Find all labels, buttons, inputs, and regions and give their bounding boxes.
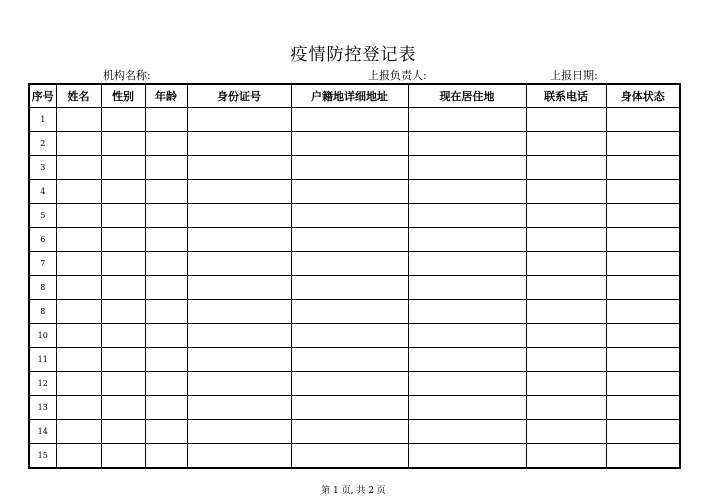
name-cell[interactable] (56, 300, 101, 324)
household-address-cell[interactable] (291, 324, 408, 348)
age-cell[interactable] (145, 252, 187, 276)
current-residence-cell[interactable] (408, 228, 526, 252)
age-cell[interactable] (145, 348, 187, 372)
household-address-cell[interactable] (291, 300, 408, 324)
table-row (29, 132, 680, 156)
phone-cell[interactable] (526, 204, 606, 228)
phone-cell[interactable] (526, 444, 606, 469)
document-title: 疫情防控登记表 (290, 45, 417, 65)
name-cell[interactable] (56, 276, 101, 300)
row-number: 6 (29, 228, 56, 252)
org-name-label: 机构名称: (103, 69, 151, 82)
age-cell[interactable] (145, 276, 187, 300)
current-residence-cell[interactable] (408, 348, 526, 372)
current-residence-cell[interactable] (408, 156, 526, 180)
age-cell[interactable] (145, 444, 187, 469)
gender-cell[interactable] (101, 156, 145, 180)
row-number: 2 (29, 132, 56, 156)
table-row (29, 420, 680, 444)
age-cell[interactable] (145, 204, 187, 228)
gender-cell[interactable] (101, 276, 145, 300)
table-row (29, 228, 680, 252)
col-header-index: 序号 (29, 84, 56, 108)
gender-cell[interactable] (101, 396, 145, 420)
name-cell[interactable] (56, 396, 101, 420)
col-header-id-number: 身份证号 (187, 84, 291, 108)
row-number: 13 (29, 396, 56, 420)
id-number-cell[interactable] (187, 300, 291, 324)
id-number-cell[interactable] (187, 252, 291, 276)
row-number: 14 (29, 420, 56, 444)
phone-cell[interactable] (526, 180, 606, 204)
gender-cell[interactable] (101, 420, 145, 444)
age-cell[interactable] (145, 156, 187, 180)
household-address-cell[interactable] (291, 252, 408, 276)
id-number-cell[interactable] (187, 132, 291, 156)
name-cell[interactable] (56, 420, 101, 444)
household-address-cell[interactable] (291, 396, 408, 420)
id-number-cell[interactable] (187, 276, 291, 300)
phone-cell[interactable] (526, 396, 606, 420)
col-header-phone: 联系电话 (526, 84, 606, 108)
header-row (29, 84, 680, 108)
household-address-cell[interactable] (291, 156, 408, 180)
row-number: 3 (29, 156, 56, 180)
current-residence-cell[interactable] (408, 132, 526, 156)
health-status-cell[interactable] (606, 396, 680, 420)
age-cell[interactable] (145, 420, 187, 444)
report-date-label: 上报日期: (550, 69, 598, 82)
health-status-cell[interactable] (606, 132, 680, 156)
current-residence-cell[interactable] (408, 276, 526, 300)
name-cell[interactable] (56, 348, 101, 372)
table-body (29, 108, 680, 469)
gender-cell[interactable] (101, 108, 145, 132)
gender-cell[interactable] (101, 444, 145, 469)
health-status-cell[interactable] (606, 204, 680, 228)
gender-cell[interactable] (101, 300, 145, 324)
table-row (29, 444, 680, 469)
health-status-cell[interactable] (606, 276, 680, 300)
gender-cell[interactable] (101, 132, 145, 156)
current-residence-cell[interactable] (408, 108, 526, 132)
name-cell[interactable] (56, 132, 101, 156)
name-cell[interactable] (56, 108, 101, 132)
age-cell[interactable] (145, 300, 187, 324)
gender-cell[interactable] (101, 372, 145, 396)
row-number: 10 (29, 324, 56, 348)
health-status-cell[interactable] (606, 228, 680, 252)
name-cell[interactable] (56, 228, 101, 252)
health-status-cell[interactable] (606, 444, 680, 469)
name-cell[interactable] (56, 372, 101, 396)
health-status-cell[interactable] (606, 180, 680, 204)
col-header-health-status: 身体状态 (606, 84, 680, 108)
current-residence-cell[interactable] (408, 300, 526, 324)
age-cell[interactable] (145, 396, 187, 420)
table-row (29, 300, 680, 324)
col-header-current-residence: 现在居住地 (408, 84, 526, 108)
id-number-cell[interactable] (187, 444, 291, 469)
household-address-cell[interactable] (291, 420, 408, 444)
household-address-cell[interactable] (291, 372, 408, 396)
table-row (29, 108, 680, 132)
id-number-cell[interactable] (187, 156, 291, 180)
health-status-cell[interactable] (606, 348, 680, 372)
name-cell[interactable] (56, 444, 101, 469)
age-cell[interactable] (145, 324, 187, 348)
household-address-cell[interactable] (291, 444, 408, 469)
health-status-cell[interactable] (606, 372, 680, 396)
household-address-cell[interactable] (291, 228, 408, 252)
current-residence-cell[interactable] (408, 204, 526, 228)
row-number: 8 (29, 300, 56, 324)
registration-table (28, 83, 681, 469)
health-status-cell[interactable] (606, 324, 680, 348)
household-address-cell[interactable] (291, 204, 408, 228)
gender-cell[interactable] (101, 324, 145, 348)
gender-cell[interactable] (101, 228, 145, 252)
health-status-cell[interactable] (606, 156, 680, 180)
household-address-cell[interactable] (291, 276, 408, 300)
age-cell[interactable] (145, 180, 187, 204)
health-status-cell[interactable] (606, 300, 680, 324)
name-cell[interactable] (56, 204, 101, 228)
phone-cell[interactable] (526, 108, 606, 132)
current-residence-cell[interactable] (408, 420, 526, 444)
id-number-cell[interactable] (187, 372, 291, 396)
age-cell[interactable] (145, 228, 187, 252)
household-address-cell[interactable] (291, 348, 408, 372)
phone-cell[interactable] (526, 228, 606, 252)
id-number-cell[interactable] (187, 108, 291, 132)
id-number-cell[interactable] (187, 348, 291, 372)
phone-cell[interactable] (526, 420, 606, 444)
health-status-cell[interactable] (606, 420, 680, 444)
id-number-cell[interactable] (187, 228, 291, 252)
gender-cell[interactable] (101, 180, 145, 204)
col-header-age: 年龄 (145, 84, 187, 108)
row-number: 15 (29, 444, 56, 469)
gender-cell[interactable] (101, 348, 145, 372)
current-residence-cell[interactable] (408, 372, 526, 396)
reporter-label: 上报负责人: (368, 69, 427, 82)
row-number: 7 (29, 252, 56, 276)
age-cell[interactable] (145, 108, 187, 132)
table-row (29, 156, 680, 180)
name-cell[interactable] (56, 252, 101, 276)
name-cell[interactable] (56, 324, 101, 348)
current-residence-cell[interactable] (408, 180, 526, 204)
phone-cell[interactable] (526, 252, 606, 276)
phone-cell[interactable] (526, 132, 606, 156)
phone-cell[interactable] (526, 276, 606, 300)
phone-cell[interactable] (526, 324, 606, 348)
household-address-cell[interactable] (291, 108, 408, 132)
health-status-cell[interactable] (606, 108, 680, 132)
current-residence-cell[interactable] (408, 444, 526, 469)
household-address-cell[interactable] (291, 132, 408, 156)
table-row (29, 252, 680, 276)
row-number: 5 (29, 204, 56, 228)
col-header-gender: 性别 (101, 84, 145, 108)
phone-cell[interactable] (526, 300, 606, 324)
name-cell[interactable] (56, 156, 101, 180)
row-number: 12 (29, 372, 56, 396)
col-header-name: 姓名 (56, 84, 101, 108)
current-residence-cell[interactable] (408, 252, 526, 276)
id-number-cell[interactable] (187, 180, 291, 204)
gender-cell[interactable] (101, 204, 145, 228)
col-header-household-address: 户籍地详细地址 (291, 84, 408, 108)
table-row (29, 180, 680, 204)
row-number: 11 (29, 348, 56, 372)
age-cell[interactable] (145, 372, 187, 396)
id-number-cell[interactable] (187, 420, 291, 444)
table-row (29, 204, 680, 228)
gender-cell[interactable] (101, 252, 145, 276)
household-address-cell[interactable] (291, 180, 408, 204)
page-footer: 第 1 页, 共 2 页 (321, 486, 386, 496)
row-number: 1 (29, 108, 56, 132)
name-cell[interactable] (56, 180, 101, 204)
table-row (29, 276, 680, 300)
phone-cell[interactable] (526, 348, 606, 372)
table-row (29, 324, 680, 348)
current-residence-cell[interactable] (408, 396, 526, 420)
id-number-cell[interactable] (187, 204, 291, 228)
row-number: 8 (29, 276, 56, 300)
id-number-cell[interactable] (187, 324, 291, 348)
id-number-cell[interactable] (187, 396, 291, 420)
table-row (29, 372, 680, 396)
health-status-cell[interactable] (606, 252, 680, 276)
table-row (29, 348, 680, 372)
current-residence-cell[interactable] (408, 324, 526, 348)
table-row (29, 396, 680, 420)
age-cell[interactable] (145, 132, 187, 156)
phone-cell[interactable] (526, 156, 606, 180)
row-number: 4 (29, 180, 56, 204)
phone-cell[interactable] (526, 372, 606, 396)
